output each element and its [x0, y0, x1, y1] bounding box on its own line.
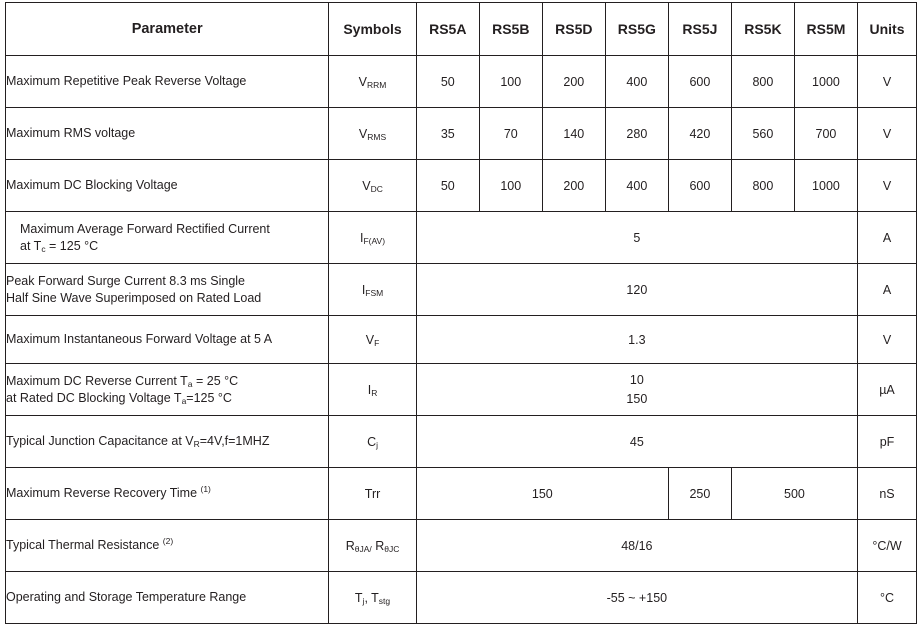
row-parameter-vf: Maximum Instantaneous Forward Voltage at 5 A — [6, 316, 329, 364]
row-parameter-ir: Maximum DC Reverse Current $T_a = 25$ °C at Rated DC Blocking Voltage $T_a=125$ °C — [6, 364, 329, 416]
header-type-rs5k: RS5K — [731, 3, 794, 56]
row-value: 1000 — [794, 56, 857, 108]
table-row — [6, 108, 917, 160]
row-value: 200 — [542, 56, 605, 108]
row-value-merged: -55 ~ +150 — [416, 572, 857, 624]
row-symbol-vdc: $V_{DC}$ — [329, 160, 416, 212]
row-symbol-ifsm: $I_{FSM}$ — [329, 264, 416, 316]
row-value: 35 — [416, 108, 479, 160]
table-row — [6, 212, 917, 264]
row-value-split: 150 — [416, 468, 668, 520]
row-symbol-ifav: $I_{F(AV)}$ — [329, 212, 416, 264]
row-units: nS — [857, 468, 916, 520]
row-units: °C — [857, 572, 916, 624]
row-units: V — [857, 108, 916, 160]
row-value-merged: 45 — [416, 416, 857, 468]
row-value: 280 — [605, 108, 668, 160]
row-parameter-temperature-range: Operating and Storage Temperature Range — [6, 572, 329, 624]
row-units: V — [857, 56, 916, 108]
row-units: °C/W — [857, 520, 916, 572]
row-value: 400 — [605, 160, 668, 212]
row-value: 100 — [479, 56, 542, 108]
header-parameter: Parameter — [6, 3, 329, 56]
header-units: Units — [857, 3, 916, 56]
row-value: 420 — [668, 108, 731, 160]
table-row — [6, 572, 917, 624]
row-parameter-vrrm: Maximum Repetitive Peak Reverse Voltage — [6, 56, 329, 108]
row-value: 400 — [605, 56, 668, 108]
row-value: 1000 — [794, 160, 857, 212]
row-value-split: 250 — [668, 468, 731, 520]
row-units: A — [857, 264, 916, 316]
row-value: 800 — [731, 56, 794, 108]
row-symbol-vf: $V_F$ — [329, 316, 416, 364]
row-value: 700 — [794, 108, 857, 160]
table-row — [6, 520, 917, 572]
row-value: 800 — [731, 160, 794, 212]
table-row — [6, 468, 917, 520]
row-parameter-cj: Typical Junction Capacitance at $V_R=4V,f=1MHZ$ — [6, 416, 329, 468]
row-value: 50 — [416, 56, 479, 108]
table-header-row — [6, 3, 917, 56]
row-parameter-ifav: Maximum Average Forward Rectified Current at $T_c = 125$ °C — [6, 212, 329, 264]
header-type-rs5j: RS5J — [668, 3, 731, 56]
header-type-rs5d: RS5D — [542, 3, 605, 56]
row-value: 600 — [668, 160, 731, 212]
row-symbol-thermal-resistance: $R_{\theta JA/}$ $R_{\theta JC}$ — [329, 520, 416, 572]
table-row — [6, 316, 917, 364]
table-row — [6, 160, 917, 212]
row-symbol-vrrm: $V_{RRM}$ — [329, 56, 416, 108]
row-value: 140 — [542, 108, 605, 160]
row-value: 50 — [416, 160, 479, 212]
row-value: 560 — [731, 108, 794, 160]
row-value: 600 — [668, 56, 731, 108]
row-symbol-ir: $I_R$ — [329, 364, 416, 416]
row-units: V — [857, 160, 916, 212]
row-symbol-cj: $C_j$ — [329, 416, 416, 468]
row-value-merged: 120 — [416, 264, 857, 316]
row-value: 200 — [542, 160, 605, 212]
row-value: 100 — [479, 160, 542, 212]
row-value-merged: 5 — [416, 212, 857, 264]
row-parameter-vdc: Maximum DC Blocking Voltage — [6, 160, 329, 212]
row-units: pF — [857, 416, 916, 468]
row-value: 70 — [479, 108, 542, 160]
row-parameter-thermal-resistance: Typical Thermal Resistance $^{(2)}$ — [6, 520, 329, 572]
header-type-rs5m: RS5M — [794, 3, 857, 56]
row-symbol-temperature-range: $T_j$, $T_{stg}$ — [329, 572, 416, 624]
row-units: µA — [857, 364, 916, 416]
header-symbols: Symbols — [329, 3, 416, 56]
row-parameter-ifsm: Peak Forward Surge Current 8.3 ms Single Half Sine Wave Superimposed on Rated Load — [6, 264, 329, 316]
table-row — [6, 364, 917, 416]
table-row — [6, 56, 917, 108]
row-parameter-vrms: Maximum RMS voltage — [6, 108, 329, 160]
header-type-rs5a: RS5A — [416, 3, 479, 56]
header-type-rs5g: RS5G — [605, 3, 668, 56]
row-value-merged: 1.3 — [416, 316, 857, 364]
row-symbol-vrms: $V_{RMS}$ — [329, 108, 416, 160]
row-value-merged: 10 150 — [416, 364, 857, 416]
row-value-merged: 48/16 — [416, 520, 857, 572]
row-value-split: 500 — [731, 468, 857, 520]
table-row — [6, 416, 917, 468]
row-units: V — [857, 316, 916, 364]
row-symbol-trr: Trr — [329, 468, 416, 520]
table-row — [6, 264, 917, 316]
header-type-rs5b: RS5B — [479, 3, 542, 56]
electrical-characteristics-table — [5, 2, 917, 624]
row-parameter-trr: Maximum Reverse Recovery Time $^{(1)}$ — [6, 468, 329, 520]
row-units: A — [857, 212, 916, 264]
